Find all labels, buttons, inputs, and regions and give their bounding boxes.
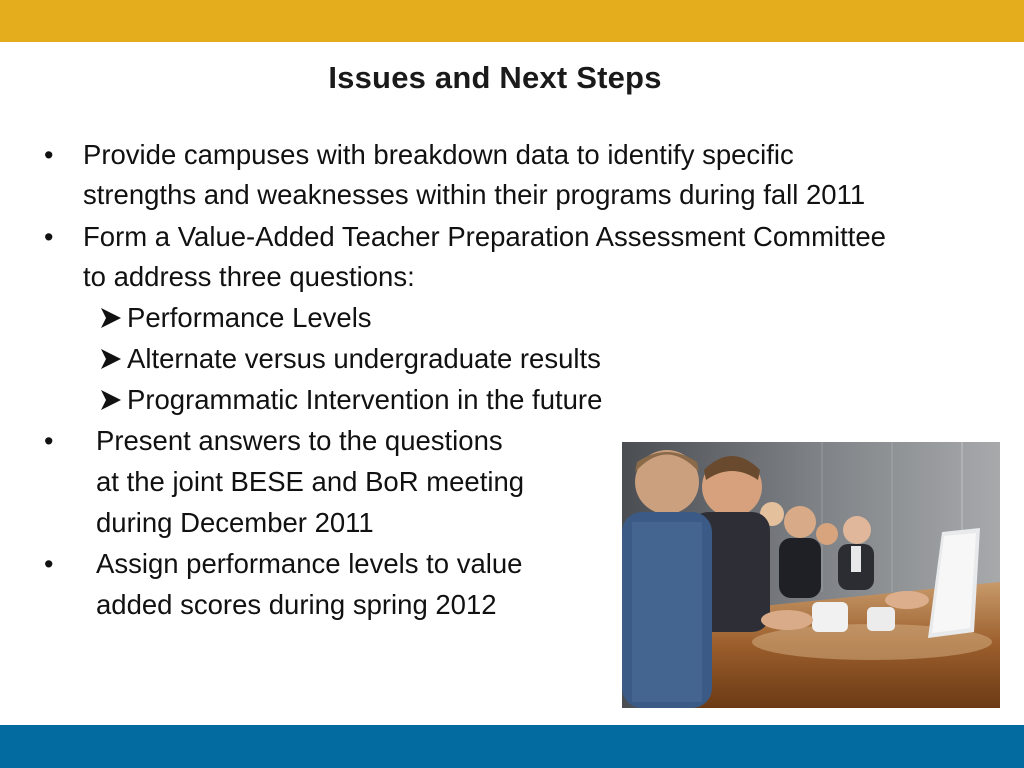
bullet-3-line-3: during December 2011 [96,507,374,538]
bullet-4-line-2: added scores during spring 2012 [96,589,497,620]
meeting-photo [622,442,1000,708]
bullet-2-line-1: Form a Value-Added Teacher Preparation Assessment Committee [83,221,886,252]
bullet-marker: • [44,426,54,456]
bullet-3-line-1: Present answers to the questions [96,425,503,456]
bottom-accent-bar [0,725,1024,768]
arrow-bullet-icon [100,339,122,379]
subitem-2: Alternate versus undergraduate results [127,343,601,374]
subitem-3: Programmatic Intervention in the future [127,384,603,415]
bullet-marker: • [44,549,54,579]
bullet-1-line-1: Provide campuses with breakdown data to identify specific [83,139,794,170]
arrow-bullet-icon [100,298,122,338]
subitem-1: Performance Levels [127,302,372,333]
bullet-4-line-1: Assign performance levels to value [96,548,523,579]
top-accent-bar [0,0,1024,42]
slide-title: Issues and Next Steps [328,60,662,95]
bullet-1-line-2: strengths and weaknesses within their programs during fall 2011 [83,179,866,210]
bullet-marker: • [44,222,54,252]
bullet-marker: • [44,140,54,170]
bullet-3-line-2: at the joint BESE and BoR meeting [96,466,525,497]
bullet-2-line-2: to address three questions: [83,261,415,292]
arrow-bullet-icon [100,380,122,420]
